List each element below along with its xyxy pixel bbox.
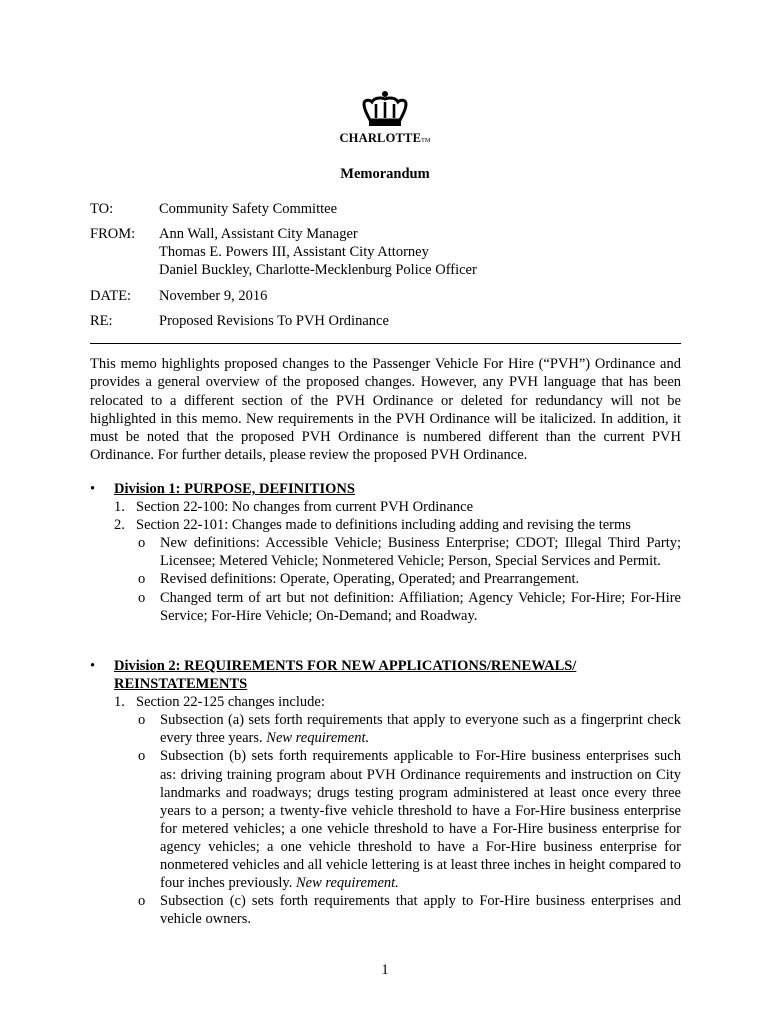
re-label: RE:: [90, 313, 113, 329]
to-value: Community Safety Committee: [159, 201, 338, 217]
date-value: November 9, 2016: [159, 288, 268, 304]
from-line-3: Daniel Buckley, Charlotte-Mecklenburg Police Officer: [159, 262, 477, 278]
date-label: DATE:: [90, 288, 132, 304]
list-item: 2. Section 22-101: Changes made to definitions including adding and revising the terms: [114, 517, 631, 534]
header-divider: [90, 343, 681, 344]
list-item: 1. Section 22-125 changes include:: [114, 694, 325, 711]
from-line-1: Ann Wall, Assistant City Manager: [159, 226, 358, 242]
sub-list-item: o Subsection (a) sets forth requirements that apply to everyone such as a fingerprint check every three years. New requirement.: [138, 712, 681, 747]
sub-list-item: o Revised definitions: Operate, Operating, Operated; and Prearrangement.: [138, 571, 580, 588]
division-2-title-line-2: REINSTATEMENTS: [114, 676, 248, 693]
sub-list-item: o New definitions: Accessible Vehicle; Business Enterprise; CDOT; Illegal Third Party; Licensee; Metered Vehicle; Nonmetered Vehicle; Person, Special Services and Permit.: [138, 535, 681, 570]
division-1-section: [90, 480, 681, 625]
from-line-2: Thomas E. Powers III, Assistant City Attorney: [159, 244, 429, 260]
charlotte-logo: [332, 90, 438, 146]
division-2-title-line-1: Division 2: REQUIREMENTS FOR NEW APPLICATIONS/RENEWALS/: [114, 658, 577, 674]
sub-list-item: o Subsection (b) sets forth requirements applicable to For-Hire business enterprises such as: driving training program about PVH Ordinance requirements and instruction on City landmarks and roadways; drugs testing program administered at least once every three years to a person; a twenty-five vehicle threshold to have a For-Hire business enterprise for metered vehicles; a one vehicle threshold to have a For-Hire business enterprise for agency vehicles; a one vehicle threshold to have a For-Hire business enterprise for nonmetered vehicles and all vehicle lettering is at least three inches in height compared to four inches previously. New requirement.: [138, 748, 682, 892]
sub-list-item: o Changed term of art but not definition: Affiliation; Agency Vehicle; For-Hire; For-Hire Service; For-Hire Vehicle; On-Demand; and Roadway.: [138, 589, 681, 624]
bullet-icon: •: [90, 658, 96, 674]
page-number: 1: [381, 962, 389, 978]
crown-icon: [360, 90, 410, 130]
to-label: TO:: [90, 201, 114, 217]
sub-list-item: o Subsection (c) sets forth requirements that apply to For-Hire business enterprises and vehicle owners.: [138, 893, 681, 928]
division-2-section: [90, 657, 681, 928]
list-item: 1. Section 22-100: No changes from current PVH Ordinance: [114, 499, 474, 516]
bullet-icon: •: [90, 481, 96, 497]
intro-paragraph: This memo highlights proposed changes to the Passenger Vehicle For Hire (“PVH”) Ordinance and provides a general overview of the proposed changes. However, any PVH language that has been relocated to a different section of the PVH Ordinance or deleted for redundancy will not be highlighted in this memo. New requirements in the PVH Ordinance will be italicized. In addition, it must be noted that the proposed PVH Ordinance is numbered different than the current PVH Ordinance. For further details, please review the proposed PVH Ordinance.: [90, 356, 681, 464]
re-value: Proposed Revisions To PVH Ordinance: [159, 313, 389, 329]
memo-title: Memorandum: [340, 166, 430, 182]
from-label: FROM:: [90, 226, 136, 242]
division-1-title: Division 1: PURPOSE, DEFINITIONS: [114, 481, 355, 497]
logo-wordmark: CHARLOTTETM: [339, 131, 431, 145]
